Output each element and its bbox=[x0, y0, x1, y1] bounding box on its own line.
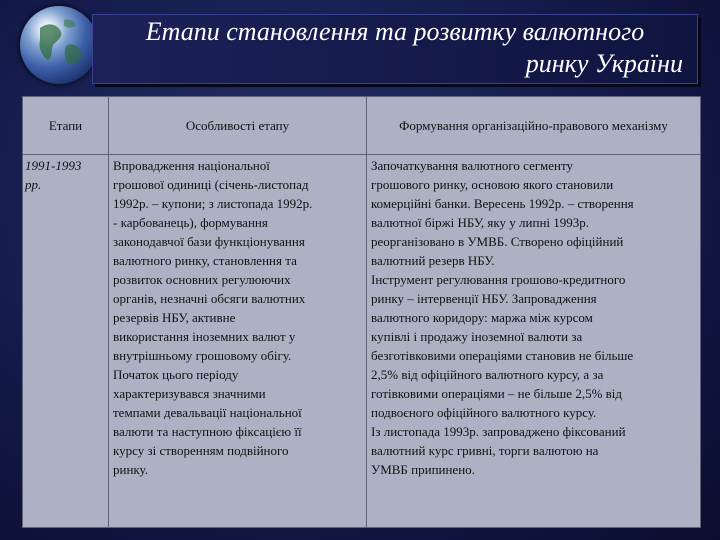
period-cell bbox=[23, 155, 109, 528]
header-mechanism: Формування організаційно-правового механізму bbox=[367, 97, 701, 155]
features-line: валюти та наступною фіксацією її bbox=[113, 424, 302, 439]
header-features: Особливості етапу bbox=[109, 97, 367, 155]
table-header-row bbox=[23, 97, 701, 155]
mechanism-line: Започаткування валютного сегменту bbox=[371, 158, 573, 173]
mechanism-line: валютний курс гривні, торги валютою на bbox=[371, 443, 599, 458]
mechanism-cell bbox=[367, 155, 701, 528]
table-row bbox=[23, 155, 701, 528]
features-line: темпами девальвації національної bbox=[113, 405, 302, 420]
globe-icon bbox=[20, 6, 98, 84]
mechanism-line: Із листопада 1993р. запроваджено фіксований bbox=[371, 424, 626, 439]
mechanism-line: 2,5% від офіційного валютного курсу, а за bbox=[371, 367, 604, 382]
mechanism-line: безготівковими операціями становив не більше bbox=[371, 348, 634, 363]
mechanism-line: комерційні банки. Вересень 1992р. – створення bbox=[371, 196, 634, 211]
features-line: ринку. bbox=[113, 462, 148, 477]
features-line: використання іноземних валют у bbox=[113, 329, 296, 344]
header-stages: Етапи bbox=[23, 97, 109, 155]
features-line: 1992р. – купони; з листопада 1992р. bbox=[113, 196, 313, 211]
period-line: рр. bbox=[25, 177, 42, 192]
stages-table bbox=[22, 96, 701, 528]
features-line: курсу зі створенням подвійного bbox=[113, 443, 289, 458]
mechanism-line: ринку – інтервенції НБУ. Запровадження bbox=[371, 291, 597, 306]
mechanism-line: валютний резерв НБУ. bbox=[371, 253, 495, 268]
mechanism-line: реорганізовано в УМВБ. Створено офіційний bbox=[371, 234, 624, 249]
features-line: органів, незначні обсяги валютних bbox=[113, 291, 306, 306]
features-line: внутрішньому грошовому обігу. bbox=[113, 348, 292, 363]
mechanism-line: Інструмент регулювання грошово-кредитного bbox=[371, 272, 626, 287]
features-line: Впровадження національної bbox=[113, 158, 270, 173]
title-banner bbox=[92, 14, 698, 84]
page-title-line-2: ринку України bbox=[525, 49, 683, 78]
mechanism-line: купівлі і продажу іноземної валюти за bbox=[371, 329, 583, 344]
features-line: характеризувався значними bbox=[113, 386, 266, 401]
features-line: грошової одиниці (січень-листопад bbox=[113, 177, 309, 192]
features-line: - карбованець), формування bbox=[113, 215, 268, 230]
mechanism-line: готівковими операціями – не більше 2,5% від bbox=[371, 386, 623, 401]
features-line: Початок цього періоду bbox=[113, 367, 239, 382]
period-line: 1991-1993 bbox=[25, 158, 82, 173]
mechanism-line: валютного коридору: маржа між курсом bbox=[371, 310, 593, 325]
mechanism-line: валютної біржі НБУ, яку у липні 1993р. bbox=[371, 215, 590, 230]
mechanism-line: грошового ринку, основою якого становили bbox=[371, 177, 614, 192]
features-line: законодавчої бази функціонування bbox=[113, 234, 305, 249]
features-line: розвиток основних регулюючих bbox=[113, 272, 291, 287]
mechanism-line: УМВБ припинено. bbox=[371, 462, 475, 477]
mechanism-line: подвоєного офіційного валютного курсу. bbox=[371, 405, 597, 420]
page-title-line-1: Етапи становлення та розвитку валютного bbox=[145, 17, 645, 46]
features-line: резервів НБУ, активне bbox=[113, 310, 236, 325]
features-line: валютного ринку, становлення та bbox=[113, 253, 297, 268]
features-cell bbox=[109, 155, 367, 528]
